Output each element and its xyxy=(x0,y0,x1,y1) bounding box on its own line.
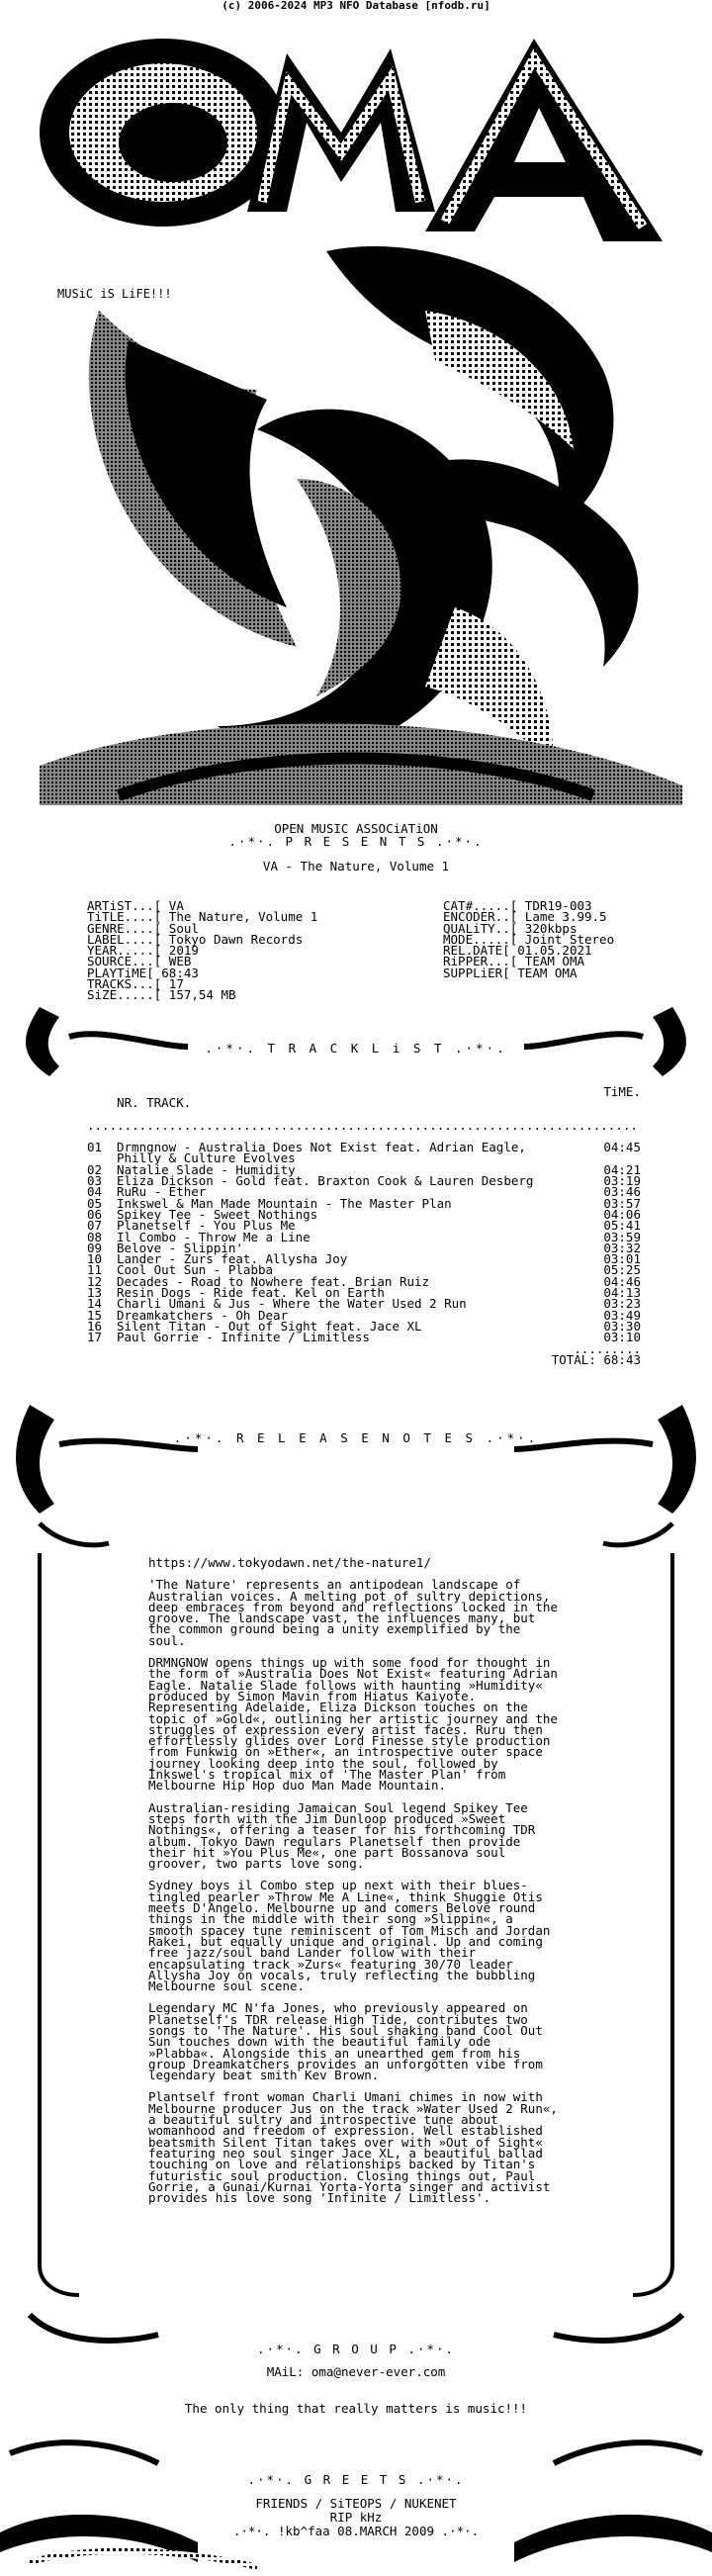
track-time: 03:59 xyxy=(603,1229,641,1244)
info-separator: [ xyxy=(153,976,169,992)
greets-signature: .·*·. !kb^faa 08.MARCH 2009 .·*·. xyxy=(232,2524,480,2538)
track-number: 10 xyxy=(87,1251,103,1267)
track-number: 05 xyxy=(87,1195,103,1211)
info-key: SOURCE... xyxy=(87,954,154,969)
info-row xyxy=(443,967,614,978)
track-number: 08 xyxy=(87,1229,103,1244)
track-title: Paul Gorrie - Infinite / Limitless xyxy=(117,1330,370,1345)
col-time: TiME. xyxy=(603,1084,641,1099)
nfodb-banner: (c) 2006-2024 MP3 NFO Database [nfodb.ru] xyxy=(222,0,490,12)
track-number: 17 xyxy=(87,1330,103,1345)
info-separator: [ xyxy=(153,987,169,1003)
swirl-figure xyxy=(40,246,682,805)
info-key: CAT#..... xyxy=(443,898,510,913)
greets-friends: FRIENDS / SiTEOPS / NUKENET xyxy=(255,2496,457,2511)
info-separator: [ xyxy=(153,920,169,936)
info-value: Lame 3.99.5 xyxy=(524,909,607,925)
info-value: 01.05.2021 xyxy=(517,943,592,959)
track-time: 03:49 xyxy=(603,1307,641,1323)
org-name: OPEN MUSIC ASSOCiATiON xyxy=(274,821,438,836)
info-separator: [ xyxy=(509,931,525,947)
info-separator: [ xyxy=(153,954,169,969)
info-value: The Nature, Volume 1 xyxy=(168,909,318,925)
info-key: YEAR..... xyxy=(87,943,154,959)
info-separator: [ xyxy=(509,954,525,969)
total-time: TOTAL: 68:43 xyxy=(551,1351,641,1367)
track-number: 07 xyxy=(87,1218,103,1234)
info-separator: [ xyxy=(502,965,518,980)
tracklist-header xyxy=(87,1086,641,1120)
info-key: QUALiTY.. xyxy=(443,920,510,936)
track-title: Inkswel & Man Made Mountain - The Master Plan xyxy=(117,1195,452,1211)
info-separator: [ xyxy=(509,909,525,925)
track-title: Dreamkatchers - Oh Dear xyxy=(117,1307,289,1323)
info-value: TEAM OMA xyxy=(524,954,585,969)
track-title: Natalie Slade - Humidity xyxy=(117,1161,296,1177)
track-time: 03:46 xyxy=(603,1184,641,1200)
track-time: 03:30 xyxy=(603,1318,641,1334)
presents-line: .·*·. P R E S E N T S .·*·. xyxy=(228,834,484,849)
info-value: 157,54 MB xyxy=(168,987,236,1003)
track-time: 03:57 xyxy=(603,1195,641,1211)
track-time: 05:41 xyxy=(603,1218,641,1234)
track-number: 16 xyxy=(87,1318,103,1334)
info-value: Tokyo Dawn Records xyxy=(168,931,304,947)
logo-letter-o xyxy=(40,39,287,227)
info-separator: [ xyxy=(146,965,162,980)
track-time: 03:19 xyxy=(603,1173,641,1189)
notes-paragraph: DRMNGNOW opens things up with some food for thought in the form of »Australia Does Not Exist« featuring Adrian Eagle. Natalie Slade follows with haunting »Humidity« produced by Simon Mavin from Hiatus Kaiyote. Representing Adelaide, Eliza Dickson touches on the topic of »Gold«, outlining her artistic journey and the struggles of expression every artist faces. Ruru then effortlessly glides over Lord Finesse style production from Funkwig on »Ether«, an introspective outer space journey looking deep into the soul, followed by Inkswel's tropical mix of 'The Master Plan' from Melbourne Hip Hop duo Man Made Mountain. xyxy=(148,1655,558,1794)
track-title: Planetself - You Plus Me xyxy=(117,1218,296,1234)
track-title: Silent Titan - Out of Sight feat. Jace XL xyxy=(117,1318,422,1334)
track-time: 04:21 xyxy=(603,1161,641,1177)
info-key: TiTLE.... xyxy=(87,909,154,925)
info-value: 68:43 xyxy=(161,965,199,980)
track-row xyxy=(87,1142,641,1164)
info-value: Joint Stereo xyxy=(524,931,615,947)
track-time: 04:46 xyxy=(603,1273,641,1289)
total-rule: ......... xyxy=(574,1340,641,1356)
track-time: 03:10 xyxy=(603,1330,641,1345)
track-number: 03 xyxy=(87,1173,103,1189)
info-value: TDR19-003 xyxy=(524,898,592,913)
track-time: 04:45 xyxy=(603,1140,641,1155)
tracklist xyxy=(87,1086,641,1365)
logo-letter-m xyxy=(247,48,435,212)
info-key: MODE..... xyxy=(443,931,510,947)
info-value: WEB xyxy=(168,954,192,969)
release-notes xyxy=(148,1557,564,2214)
tracklist-rule: .......................................................................... xyxy=(87,1119,638,1132)
track-row xyxy=(87,1330,641,1345)
info-key: GENRE.... xyxy=(87,920,154,936)
release-info xyxy=(87,898,615,1003)
track-number: 14 xyxy=(87,1296,103,1312)
info-row xyxy=(87,987,317,1003)
info-key: PLAYTiME xyxy=(87,965,147,980)
notes-paragraph: Legendary MC N'fa Jones, who previously appeared on Planetself's TDR release High Tide, contributes two songs to 'The Nature'. His soul shaking band Cool Out Sun touches down with the beautiful family ode »Plabba«. Alongside this an unearthed gem from his group Dreamkatchers provides an unforgotten vibe from legendary beat smith Kev Brown. xyxy=(148,2000,543,2083)
track-title: Cool Out Sun - Plabba xyxy=(117,1262,274,1278)
info-value: 320kbps xyxy=(524,920,578,936)
notes-divider xyxy=(0,1405,712,1553)
track-time: 04:13 xyxy=(603,1285,641,1301)
track-title: RuRu - Ether xyxy=(117,1184,207,1200)
info-key: LABEL.... xyxy=(87,931,154,947)
track-number: 13 xyxy=(87,1285,103,1301)
track-number: 09 xyxy=(87,1240,103,1255)
info-key: RiPPER... xyxy=(443,954,510,969)
info-separator: [ xyxy=(153,931,169,947)
info-key: REL.DATE xyxy=(443,943,503,959)
logo-letter-a xyxy=(425,39,663,241)
col-nr: NR. xyxy=(117,1095,139,1111)
track-title: Charli Umani & Jus - Where the Water Used 2 Run xyxy=(117,1296,467,1312)
track-title: Resin Dogs - Ride feat. Kel on Earth xyxy=(117,1285,385,1301)
info-separator: [ xyxy=(153,909,169,925)
oma-logo-artwork xyxy=(0,14,712,825)
info-value: VA xyxy=(168,898,184,913)
track-time: 03:32 xyxy=(603,1240,641,1255)
notes-paragraph: Sydney boys il Combo step up next with their blues-tingled pearler »Throw Me A Line«, think Shuggie Otis meets D'Angelo. Melbourne up and comers Belove round things in the middle with their song »Slippin«, a smooth spacey tune reminiscent of Tom Misch and Jordan Rakei, but equally unique and original. Up and coming free jazz/soul band Lander follow with their encapsulating track »Zurs« featuring 30/70 leader Allysha Joy on vocals, truly reflecting the bubbling Melbourne soul scene. xyxy=(148,1878,551,1994)
track-number: 15 xyxy=(87,1307,103,1323)
notes-paragraph: 'The Nature' represents an antipodean landscape of Australian voices. A melting pot of sultry depictions, deep embraces from beyond and reflections locked in the groove. The landscape vast, the influences many, but the common ground being a unity exemplified by the soul. xyxy=(148,1577,558,1648)
track-title: Drmngnow - Australia Does Not Exist feat. Adrian Eagle, Philly & Culture Evolves xyxy=(117,1140,526,1166)
info-value: TEAM OMA xyxy=(517,965,578,980)
info-key: SUPPLiER xyxy=(443,965,503,980)
track-title: Spikey Tee - Sweet Nothings xyxy=(117,1206,318,1222)
info-key: SiZE..... xyxy=(87,987,154,1003)
notes-paragraph: Plantself front woman Charli Umani chimes in now with Melbourne producer Jus on the track »Water Used 2 Run«, a beautiful sultry and introspective tune about womanhood and freedom of expression. Well established beatsmith Silent Titan takes over with »Out of Sight« featuring neo soul singer Jace XL, a beautiful ballad touching on love and relationships backed by Titan's futuristic soul production. Closing things out, Paul Gorrie, a Gunai/Kurnai Yorta-Yorta singer and activist provides his love song 'Infinite / Limitless'. xyxy=(148,2089,558,2206)
info-separator: [ xyxy=(509,920,525,936)
info-separator: [ xyxy=(502,943,518,959)
track-time: 03:01 xyxy=(603,1251,641,1267)
track-time: 03:23 xyxy=(603,1296,641,1312)
group-heading: .·*·. G R O U P .·*·. xyxy=(256,2342,456,2356)
track-number: 01 xyxy=(87,1140,103,1155)
track-number: 06 xyxy=(87,1206,103,1222)
track-title: Il Combo - Throw Me a Line xyxy=(117,1229,311,1244)
info-value: Soul xyxy=(168,920,199,936)
info-value: 2019 xyxy=(168,943,199,959)
track-number: 02 xyxy=(87,1161,103,1177)
notes-paragraphs xyxy=(148,1577,564,2206)
track-title: Eliza Dickson - Gold feat. Braxton Cook & Lauren Desberg xyxy=(117,1173,534,1189)
track-time: 04:06 xyxy=(603,1206,641,1222)
group-mail[interactable]: MAiL: oma@never-ever.com xyxy=(266,2364,446,2379)
track-title: Belove - Slippin' xyxy=(117,1240,243,1255)
info-right-column xyxy=(443,900,614,978)
track-rows xyxy=(87,1140,641,1345)
info-key: ARTiST... xyxy=(87,898,154,913)
notes-heading: .·*·. R E L E A S E N O T E S .·*·. xyxy=(173,1430,539,1445)
info-key: TRACKS... xyxy=(87,976,154,992)
info-separator: [ xyxy=(153,943,169,959)
track-number: 04 xyxy=(87,1184,103,1200)
release-title: VA - The Nature, Volume 1 xyxy=(262,859,450,874)
track-number: 11 xyxy=(87,1262,103,1278)
greets-rip: RIP kHz xyxy=(329,2510,383,2525)
track-time: 05:25 xyxy=(603,1262,641,1278)
col-track: TRACK. xyxy=(146,1095,192,1111)
info-key: ENCODER.. xyxy=(443,909,510,925)
track-title: Decades - Road to Nowhere feat. Brian Ruiz xyxy=(117,1273,430,1289)
info-left-column xyxy=(87,900,317,1001)
tagline: MUSiC iS LiFE!!! xyxy=(57,287,172,301)
track-title: Lander - Zurs feat. Allysha Joy xyxy=(117,1251,348,1267)
release-url[interactable]: https://www.tokyodawn.net/the-nature1/ xyxy=(148,1555,431,1570)
info-separator: [ xyxy=(509,898,525,913)
info-separator: [ xyxy=(153,898,169,913)
group-motto: The only thing that really matters is music!!! xyxy=(184,2401,528,2416)
tracklist-heading: .·*·. T R A C K L i S T .·*·. xyxy=(205,1041,507,1056)
track-number: 12 xyxy=(87,1273,103,1289)
notes-paragraph: Australian-residing Jamaican Soul legend Spikey Tee steps forth with the Jim Dunloop produced »Sweet Nothings«, offering a teaser for his forthcoming TDR album. Tokyo Dawn regulars Planetself then provide their hit »You Plus Me«, one part Bossanova soul groover, two parts love song. xyxy=(148,1799,536,1872)
greets-heading: .·*·. G R E E T S .·*·. xyxy=(247,2472,465,2487)
info-value: 17 xyxy=(168,976,184,992)
